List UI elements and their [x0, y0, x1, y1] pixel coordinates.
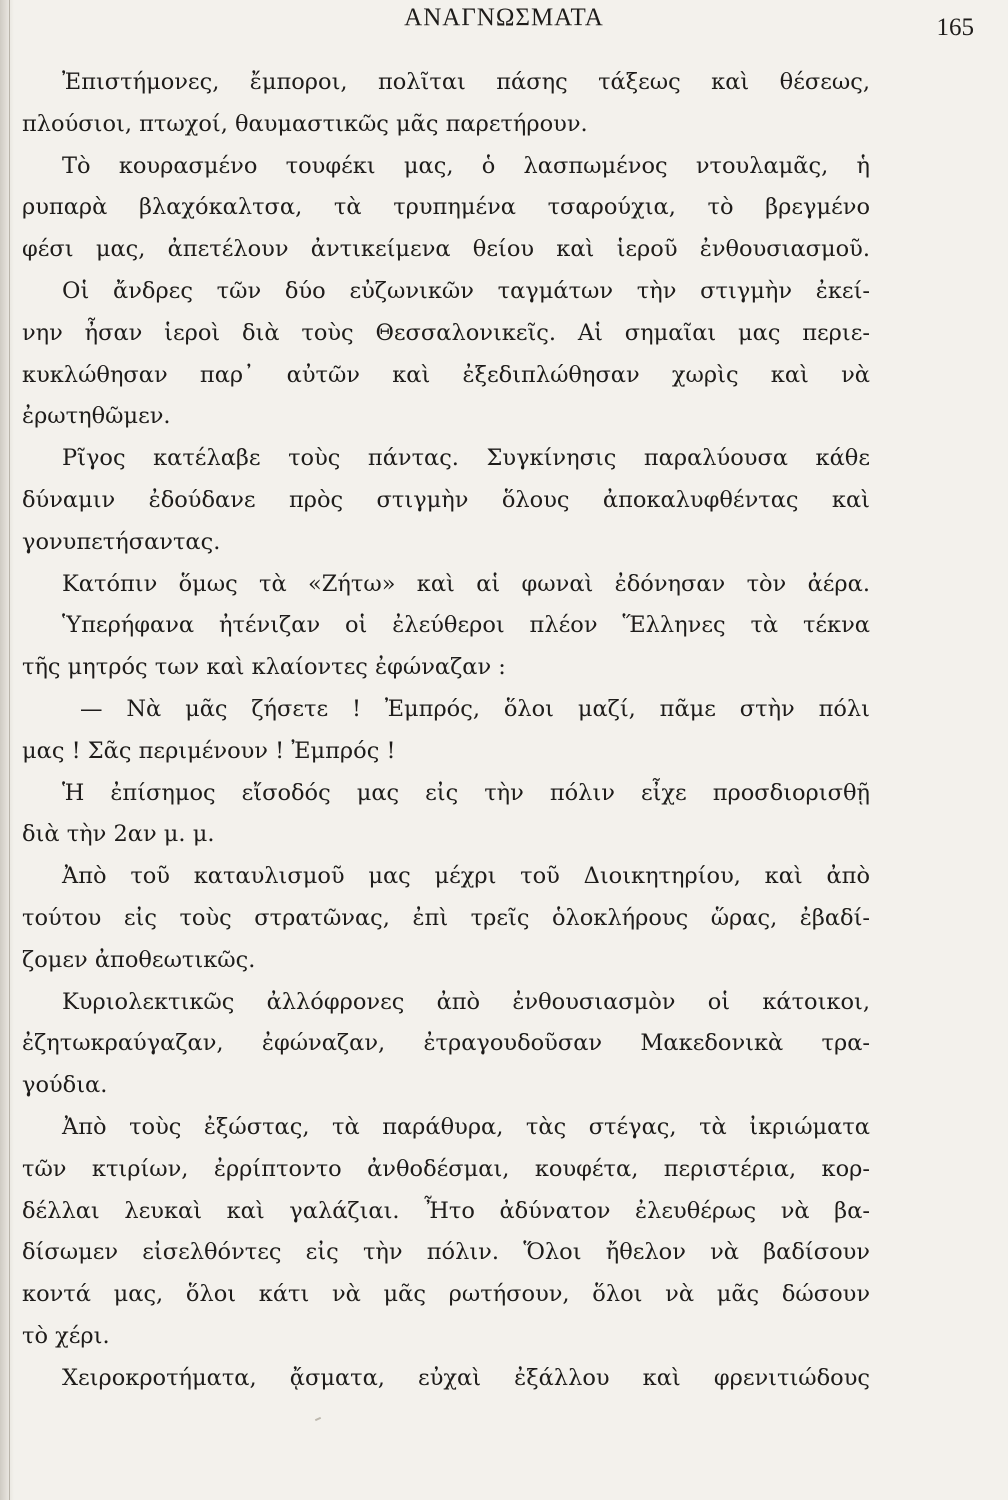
text-line: ζομεν ἀποθεωτικῶς.: [22, 946, 256, 973]
text-line: ἐρωτηθῶμεν.: [22, 403, 171, 430]
text-line: φέσι μας, ἀπετέλουν ἀντικείμενα θείου καὶ ἱεροῦ ἐνθουσιασμοῦ.: [22, 236, 870, 263]
text-line: Τὸ κουρασμένο τουφέκι μας, ὁ λασπωμένος ντουλαμᾶς, ἡ: [62, 152, 870, 179]
page-gutter-shadow: [0, 0, 14, 1500]
text-line: δέλλαι λευκαὶ καὶ γαλάζιαι. Ἦτο ἀδύνατον ἐλευθέρως νὰ βα-: [22, 1197, 870, 1224]
text-line: Ἀπὸ τοῦ καταυλισμοῦ μας μέχρι τοῦ Διοικητηρίου, καὶ ἀπὸ: [62, 863, 870, 890]
text-line: τὸ χέρι.: [22, 1322, 110, 1349]
text-line: τῶν κτιρίων, ἐρρίπτοντο ἀνθοδέσμαι, κουφέτα, περιστέρια, κορ-: [22, 1155, 870, 1182]
text-line: Ὑπερήφανα ἠτένιζαν οἱ ἐλεύθεροι πλέον Ἕλληνες τὰ τέκνα: [62, 612, 870, 639]
text-line: δύναμιν ἐδούδανε πρὸς στιγμὴν ὅλους ἀποκαλυφθέντας καὶ: [22, 486, 870, 513]
running-head: ΑΝΑΓΝΩΣΜΑΤΑ: [404, 4, 604, 31]
paper-speck: [315, 1417, 321, 1421]
text-line: — Νὰ μᾶς ζήσετε ! Ἐμπρός, ὅλοι μαζί, πᾶμε στὴν πόλι: [80, 695, 870, 722]
text-line: ρυπαρὰ βλαχόκαλτσα, τὰ τρυπημένα τσαρούχια, τὸ βρεγμένο: [22, 194, 870, 221]
text-line: κοντά μας, ὅλοι κάτι νὰ μᾶς ρωτήσουν, ὅλοι νὰ μᾶς δώσουν: [22, 1281, 870, 1308]
text-line: μας ! Σᾶς περιμένουν ! Ἐμπρός !: [22, 737, 396, 764]
text-line: Κυριολεκτικῶς ἀλλόφρονες ἀπὸ ἐνθουσιασμὸν οἱ κάτοικοι,: [62, 988, 870, 1015]
text-line: Ἡ ἐπίσημος εἴσοδός μας εἰς τὴν πόλιν εἶχε προσδιορισθῇ: [62, 779, 870, 806]
text-line: πλούσιοι, πτωχοί, θαυμαστικῶς μᾶς παρετήρουν.: [22, 110, 588, 137]
text-line: τούτου εἰς τοὺς στρατῶνας, ἐπὶ τρεῖς ὁλοκλήρους ὥρας, ἐβαδί-: [22, 904, 870, 931]
page-number: 165: [936, 14, 974, 41]
text-line: γονυπετήσαντας.: [22, 528, 221, 555]
text-line: διὰ τὴν 2αν μ. μ.: [22, 821, 215, 848]
page-gutter-edge: [9, 0, 10, 1500]
text-line: Οἱ ἄνδρες τῶν δύο εὐζωνικῶν ταγμάτων τὴν στιγμὴν ἐκεί-: [62, 277, 870, 304]
text-line: ἐζητωκραύγαζαν, ἐφώναζαν, ἐτραγουδοῦσαν Μακεδονικὰ τρα-: [22, 1030, 870, 1057]
text-line: γούδια.: [22, 1072, 108, 1099]
text-line: Ἐπιστήμονες, ἔμποροι, πολῖται πάσης τάξεως καὶ θέσεως,: [62, 69, 870, 95]
text-line: νην ἦσαν ἱεροὶ διὰ τοὺς Θεσσαλονικεῖς. Αἱ σημαῖαι μας περιε-: [22, 319, 870, 346]
body-text: [22, 62, 870, 1400]
text-line: Ἀπὸ τοὺς ἐξώστας, τὰ παράθυρα, τὰς στέγας, τὰ ἰκριώματα: [62, 1113, 870, 1140]
text-line: Χειροκροτήματα, ᾄσματα, εὐχαὶ ἐξάλλου καὶ φρενιτιώδους: [62, 1364, 870, 1391]
text-line: κυκλώθησαν παρ᾽ αὐτῶν καὶ ἐξεδιπλώθησαν χωρὶς καὶ νὰ: [22, 361, 870, 388]
text-line: δίσωμεν εἰσελθόντες εἰς τὴν πόλιν. Ὅλοι ἤθελον νὰ βαδίσουν: [22, 1239, 870, 1266]
text-line: Ρῖγος κατέλαβε τοὺς πάντας. Συγκίνησις παραλύουσα κάθε: [62, 445, 870, 472]
text-line: Κατόπιν ὅμως τὰ «Ζήτω» καὶ αἱ φωναὶ ἐδόνησαν τὸν ἀέρα.: [62, 570, 870, 597]
text-line: τῆς μητρός των καὶ κλαίοντες ἐφώναζαν :: [22, 654, 506, 681]
